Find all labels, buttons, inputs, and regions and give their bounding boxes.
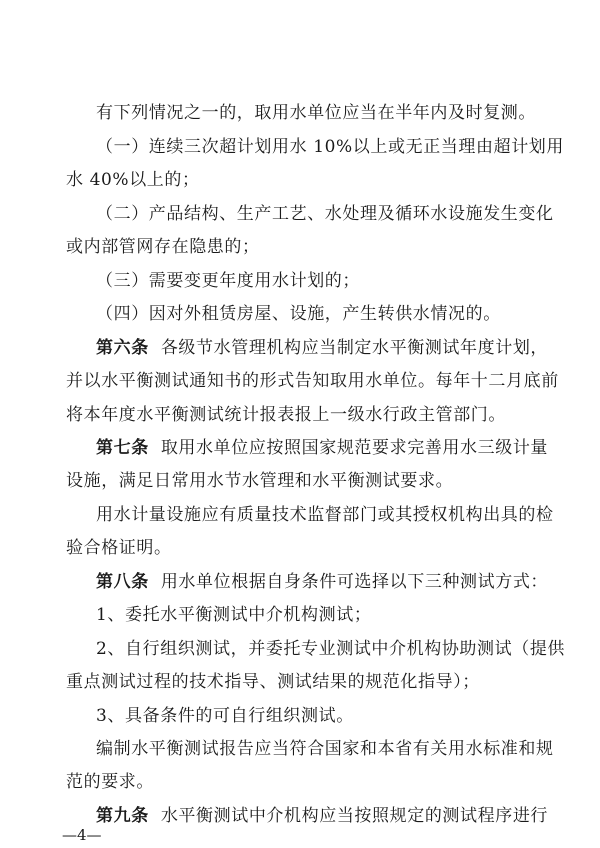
paragraph-line: 或内部管网存在隐患的； (66, 237, 260, 257)
paragraph-line: 将本年度水平衡测试统计报表报上一级水行政主管部门。 (66, 405, 506, 425)
article-line (96, 438, 549, 458)
paragraph-line: 有下列情况之一的，取用水单位应当在半年内及时复测。 (96, 103, 536, 123)
paragraph-line: 用水计量设施应有质量技术监督部门或其授权机构出具的检 (96, 505, 554, 525)
article-heading: 第七条 (96, 438, 149, 458)
article-line (96, 572, 549, 592)
article-heading: 第九条 (96, 806, 149, 826)
paragraph-line: 水 40%以上的； (66, 170, 200, 190)
article-line (96, 806, 549, 826)
paragraph-line: 设施，满足日常用水节水管理和水平衡测试要求。 (66, 471, 454, 491)
article-text: 用水单位根据自身条件可选择以下三种测试方式： (160, 572, 549, 592)
page-number: —4— (62, 826, 102, 844)
article-text: 水平衡测试中介机构应当按照规定的测试程序进行 (160, 806, 549, 826)
paragraph-line: （二）产品结构、生产工艺、水处理及循环水设施发生变化 (96, 204, 554, 224)
paragraph-line: 2、自行组织测试，并委托专业测试中介机构协助测试（提供 (96, 639, 566, 659)
paragraph-line: 编制水平衡测试报告应当符合国家和本省有关用水标准和规 (96, 739, 554, 759)
paragraph-line: 重点测试过程的技术指导、测试结果的规范化指导）； (66, 672, 480, 692)
paragraph-line: （四）因对外租赁房屋、设施，产生转供水情况的。 (96, 304, 501, 324)
paragraph-line: （三）需要变更年度用水计划的； (96, 271, 360, 291)
article-heading: 第八条 (96, 572, 149, 592)
article-line (96, 338, 549, 358)
article-text: 取用水单位应按照国家规范要求完善用水三级计量 (160, 438, 549, 458)
paragraph-line: 验合格证明。 (66, 538, 172, 558)
paragraph-line: 范的要求。 (66, 772, 154, 792)
paragraph-line: （一）连续三次超计划用水 10%以上或无正当理由超计划用 (96, 137, 564, 157)
article-heading: 第六条 (96, 338, 149, 358)
paragraph-line: 3、具备条件的可自行组织测试。 (96, 706, 354, 726)
paragraph-line: 1、委托水平衡测试中介机构测试； (96, 605, 372, 625)
paragraph-line: 并以水平衡测试通知书的形式告知取用水单位。每年十二月底前 (66, 371, 559, 391)
article-text: 各级节水管理机构应当制定水平衡测试年度计划， (160, 338, 549, 358)
